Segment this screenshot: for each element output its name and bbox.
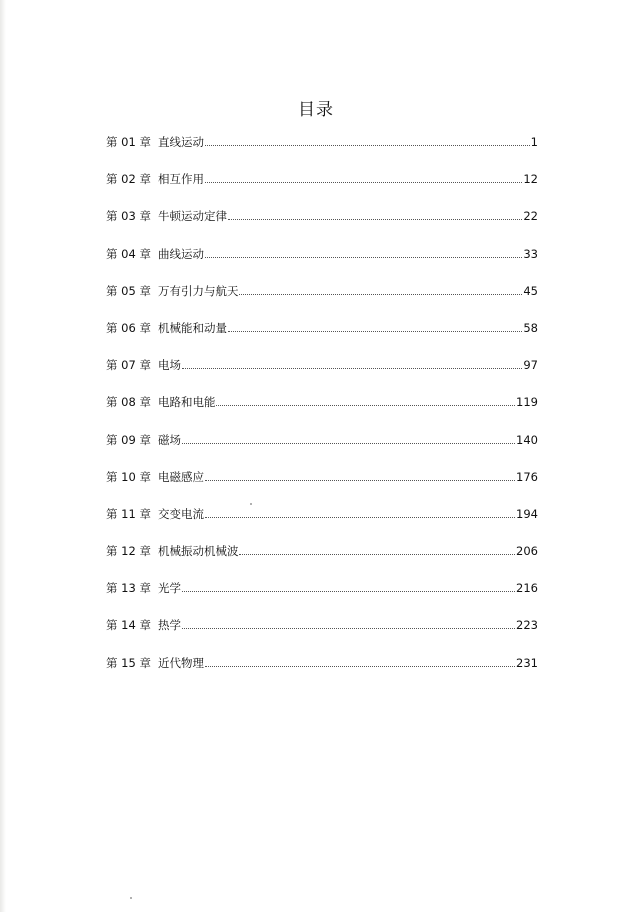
toc-entry — [106, 206, 538, 243]
chapter-title: 直线运动 — [157, 135, 204, 149]
scan-speck — [130, 897, 132, 899]
chapter-title: 光学 — [157, 581, 181, 596]
chapter-title: 电磁感应 — [157, 469, 204, 484]
chapter-number: 第 07 章 — [106, 358, 151, 373]
chapter-number: 第 04 章 — [106, 246, 151, 261]
page-number: 140 — [516, 432, 538, 447]
toc-title: 目录 — [298, 100, 334, 120]
dot-leader — [205, 181, 522, 183]
chapter-number: 第 14 章 — [106, 618, 151, 633]
dot-leader — [182, 627, 515, 629]
page-number: 119 — [516, 395, 538, 410]
toc-entry — [106, 318, 538, 355]
toc-entry — [106, 615, 538, 652]
toc-entry — [106, 578, 538, 615]
chapter-number: 第 12 章 — [106, 544, 151, 559]
dot-leader — [205, 256, 522, 258]
dot-leader — [228, 330, 522, 332]
chapter-number: 第 08 章 — [106, 395, 151, 410]
chapter-number: 第 10 章 — [106, 469, 151, 484]
chapter-title: 电场 — [157, 358, 181, 373]
chapter-title: 交变电流 — [157, 506, 204, 521]
scan-speck — [250, 503, 252, 505]
chapter-title: 曲线运动 — [157, 246, 204, 261]
chapter-number: 第 03 章 — [106, 209, 151, 224]
page-number: 223 — [516, 618, 538, 633]
dot-leader — [205, 665, 515, 667]
page-number: 231 — [516, 655, 538, 670]
chapter-title: 机械振动机械波 — [157, 544, 239, 559]
chapter-title: 热学 — [157, 618, 181, 633]
chapter-title: 机械能和动量 — [157, 320, 227, 335]
dot-leader — [228, 218, 522, 220]
dot-leader — [205, 479, 515, 481]
page-number: 206 — [516, 544, 538, 559]
toc-entry — [106, 467, 538, 504]
toc-entry — [106, 132, 538, 169]
page-number: 22 — [523, 209, 538, 224]
page-number: 97 — [523, 358, 538, 373]
toc-entry — [106, 355, 538, 392]
page-number: 58 — [523, 320, 538, 335]
chapter-title: 万有引力与航天 — [157, 283, 239, 298]
dot-leader — [205, 516, 515, 518]
chapter-number: 第 02 章 — [106, 172, 151, 187]
dot-leader — [182, 590, 515, 592]
chapter-title: 近代物理 — [157, 655, 204, 670]
dot-leader — [239, 553, 515, 555]
page-number: 1 — [530, 135, 538, 149]
dot-leader — [182, 367, 522, 369]
chapter-title: 相互作用 — [157, 172, 204, 187]
toc-entry — [106, 281, 538, 318]
toc-entry — [106, 653, 538, 690]
toc-entry — [106, 504, 538, 541]
chapter-title: 电路和电能 — [157, 395, 216, 410]
toc-entry — [106, 169, 538, 206]
dot-leader — [239, 293, 522, 295]
page-number: 216 — [516, 581, 538, 596]
chapter-title: 磁场 — [157, 432, 181, 447]
chapter-number: 第 15 章 — [106, 655, 151, 670]
chapter-number: 第 11 章 — [106, 506, 151, 521]
toc-entry — [106, 244, 538, 281]
toc-entry — [106, 541, 538, 578]
chapter-number: 第 09 章 — [106, 432, 151, 447]
chapter-number: 第 01 章 — [106, 135, 151, 149]
page-number: 33 — [523, 246, 538, 261]
dot-leader — [182, 442, 515, 444]
page-number: 12 — [523, 172, 538, 187]
page-number: 45 — [523, 283, 538, 298]
page-number: 194 — [516, 506, 538, 521]
table-of-contents — [106, 132, 538, 690]
dot-leader — [216, 404, 515, 406]
chapter-number: 第 13 章 — [106, 581, 151, 596]
chapter-number: 第 05 章 — [106, 283, 151, 298]
page-number: 176 — [516, 469, 538, 484]
toc-entry — [106, 392, 538, 429]
toc-entry — [106, 430, 538, 467]
page-edge-shadow — [0, 0, 6, 912]
chapter-title: 牛顿运动定律 — [157, 209, 227, 224]
dot-leader — [205, 144, 530, 146]
chapter-number: 第 06 章 — [106, 320, 151, 335]
